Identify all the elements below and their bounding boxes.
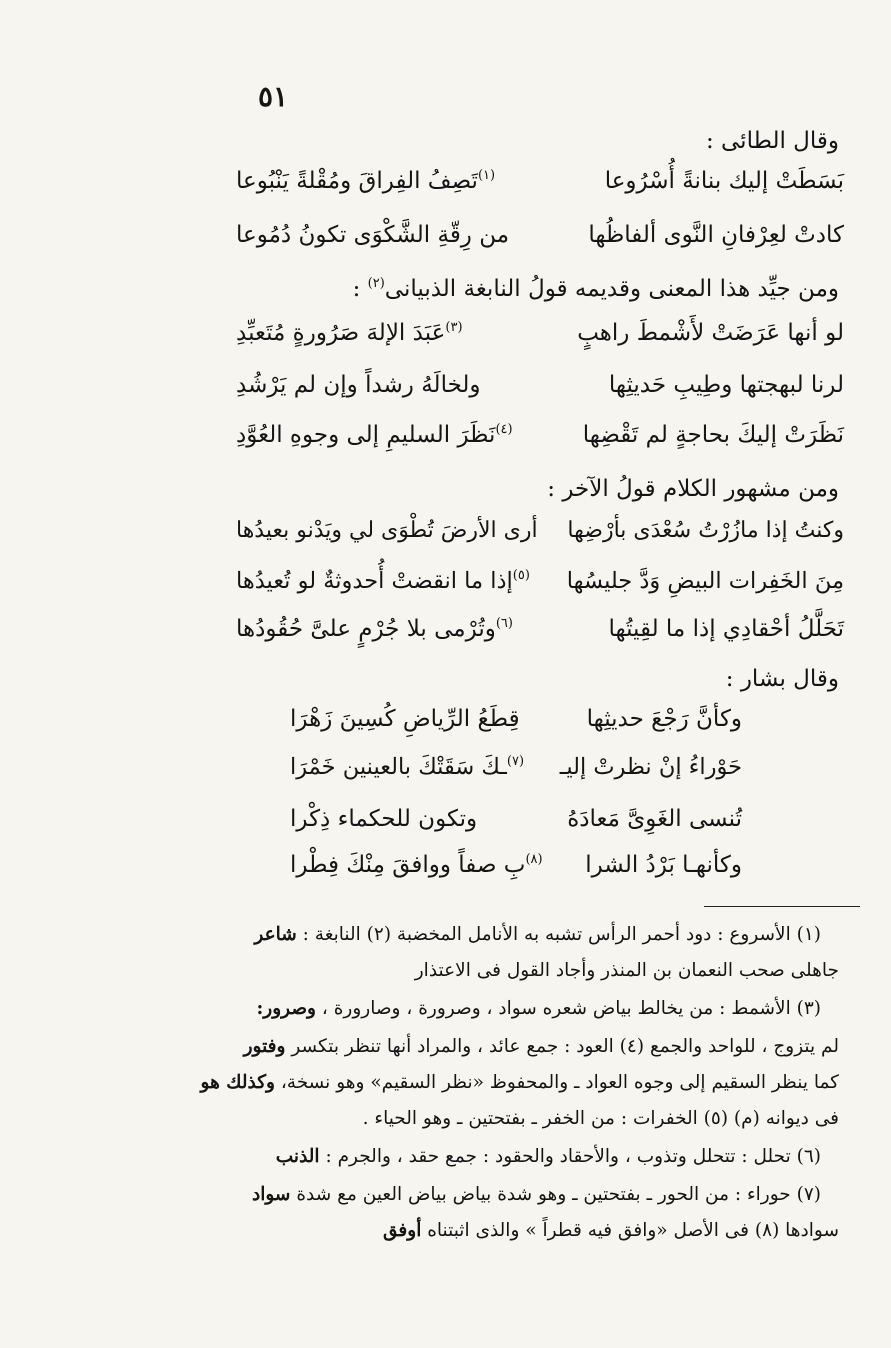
bashar-verse-4-second-hemistich: $^{(٨)}$بِ صفاً ووافقَ مِنْكَ فِطْرا (290, 852, 543, 878)
page-number: ٥١ (257, 80, 289, 113)
intro-bashar: وقال بشار : (725, 666, 839, 692)
bashar-verse-3 (290, 806, 742, 850)
bashar-verse-3-first-hemistich: تُنسى الغَوِىَّ مَعادَهُ (567, 806, 742, 832)
footnote-line-4: لم يتزوج ، للواحد والجمع (٤) العود : جمع عائد ، والمراد أنها تنظر بتكسر وفتور (243, 1036, 839, 1057)
verse-2-second-hemistich: من رِقّةِ الشَّكْوَى تكونُ دُمُوعا (236, 222, 510, 248)
verse-5-first-hemistich: نَظَرَتْ إليكَ بحاجةٍ لم تَقْضِها (582, 422, 844, 448)
verse-2-first-hemistich: كادتْ لعِرْفانِ النَّوى ألفاظُها (588, 222, 844, 248)
footnote-ref-7: (٧) (506, 754, 525, 769)
verse-4-second-hemistich: ولخالَهُ رشداً وإن لم يَرْشُدِ (236, 372, 481, 398)
verse-1 (236, 168, 844, 212)
bashar-verse-4 (290, 852, 742, 896)
footnote-ref-8: (٨) (525, 852, 543, 867)
footnote-line-1: (١) الأسروع : دود أحمر الرأس تشبه به الأنامل المخضبة (٢) النابغة : شاعر (254, 924, 821, 945)
footnote-line-9: سوادها (٨) فى الأصل «وافق فيه قطراً » والذى اثبتناه أوفق (382, 1220, 839, 1241)
footnote-ref-2: (٢) (367, 276, 385, 291)
footnote-line-2: جاهلى صحب النعمان بن المنذر وأجاد القول فى الاعتذار (414, 960, 839, 981)
verse-3-second-hemistich: $^{(٣)}$عَبَدَ الإلهَ صَرُورةٍ مُتَعبِّدِ (236, 320, 463, 346)
verse-6-first-hemistich: وكنتُ إذا مازُرْتُ سُعْدَى بأرْضِها (567, 518, 844, 543)
footnote-line-3: (٣) الأشمط : من يخالط بياض شعره سواد ، وصرورة ، وصارورة ، وصرور: (256, 998, 821, 1019)
verse-6 (236, 518, 844, 562)
bashar-verse-1 (290, 706, 742, 750)
footnote-ref-1: (١) (477, 168, 496, 183)
footnote-line-7: (٦) تحلل : تتحلل وتذوب ، والأحقاد والحقود : جمع حقد ، والجرم : الذنب (275, 1146, 821, 1167)
verse-8-first-hemistich: تَحَلَّلُ أحْقادِي إذا ما لقِيتُها (608, 616, 844, 642)
footnote-line-6: فى ديوانه (م) (٥) الخفرات : من الخفر ـ بفتحتين ـ وهو الحياء . (362, 1108, 839, 1129)
verse-7 (236, 568, 844, 612)
verse-3-first-hemistich: لو أنها عَرَضَتْ لأَشْمطَ راهبٍ (577, 320, 844, 346)
verse-5 (236, 422, 844, 466)
intro-akhar: ومن مشهور الكلام قولُ الآخر : (547, 476, 839, 502)
verse-4-first-hemistich: لرنا لبهجتها وطِيبِ حَديثِها (608, 372, 844, 398)
intro-dhubyani: ومن جيِّد هذا المعنى وقديمه قولُ النابغة الذبيانى$^{(٢)}$ : (352, 276, 839, 302)
verse-8-second-hemistich: $^{(٦)}$وتُرْمى بلا جُرْمٍ علىَّ حُقُودُها (236, 616, 513, 642)
bashar-verse-1-second-hemistich: قِطَعُ الرِّياضِ كُسِينَ زَهْرَا (290, 706, 520, 732)
verse-6-second-hemistich: أرى الأرضَ تُطْوَى لي ويَدْنو بعيدُها (236, 518, 538, 543)
verse-3 (236, 320, 844, 364)
footnote-ref-5: (٥) (512, 568, 530, 583)
verse-4 (236, 372, 844, 416)
footnote-line-8: (٧) حوراء : من الحور ـ بفتحتين ـ وهو شدة بياض بياض العين مع شدة سواد (252, 1184, 821, 1205)
bashar-verse-3-second-hemistich: وتكون للحكماء ذِكْرا (290, 806, 478, 832)
bashar-verse-1-first-hemistich: وكأنَّ رَجْعَ حديثِها (586, 706, 742, 732)
verse-7-second-hemistich: $^{(٥)}$إذا ما انقضتْ أُحدوثةٌ لو تُعيدُها (236, 568, 530, 594)
bashar-verse-2 (290, 754, 742, 798)
verse-1-second-hemistich: $^{(١)}$تَصِفُ الفِراقَ ومُقْلةً يَنْبُوعا (236, 168, 496, 194)
bashar-verse-2-second-hemistich: $^{(٧)}$ـكَ سَقَتْكَ بالعينين خَمْرَا (290, 754, 525, 780)
verse-1-first-hemistich: بَسَطَتْ إليك بنانةً أُسْرُوعا (604, 168, 844, 194)
footnote-ref-4: (٤) (495, 422, 513, 437)
verse-7-first-hemistich: مِنَ الخَفِرات البيضِ وَدَّ جليسُها (566, 568, 844, 594)
footnote-line-5: كما ينظر السقيم إلى وجوه العواد ـ والمحفوظ «نظر السقيم» وهو نسخة، وكذلك هو (200, 1072, 839, 1093)
verse-8 (236, 616, 844, 660)
intro-taee: وقال الطائى : (705, 128, 839, 154)
verse-2 (236, 222, 844, 266)
footnote-ref-3: (٣) (445, 320, 463, 335)
footnote-separator (704, 906, 860, 907)
bashar-verse-4-first-hemistich: وكأنهـا بَرْدُ الشرا (585, 852, 742, 878)
verse-5-second-hemistich: $^{(٤)}$نَظَرَ السليمِ إلى وجوهِ العُوَّدِ (236, 422, 513, 448)
bashar-verse-2-first-hemistich: حَوْراءُ إنْ نظرتْ إليـ (559, 754, 742, 780)
footnote-ref-6: (٦) (495, 616, 513, 631)
